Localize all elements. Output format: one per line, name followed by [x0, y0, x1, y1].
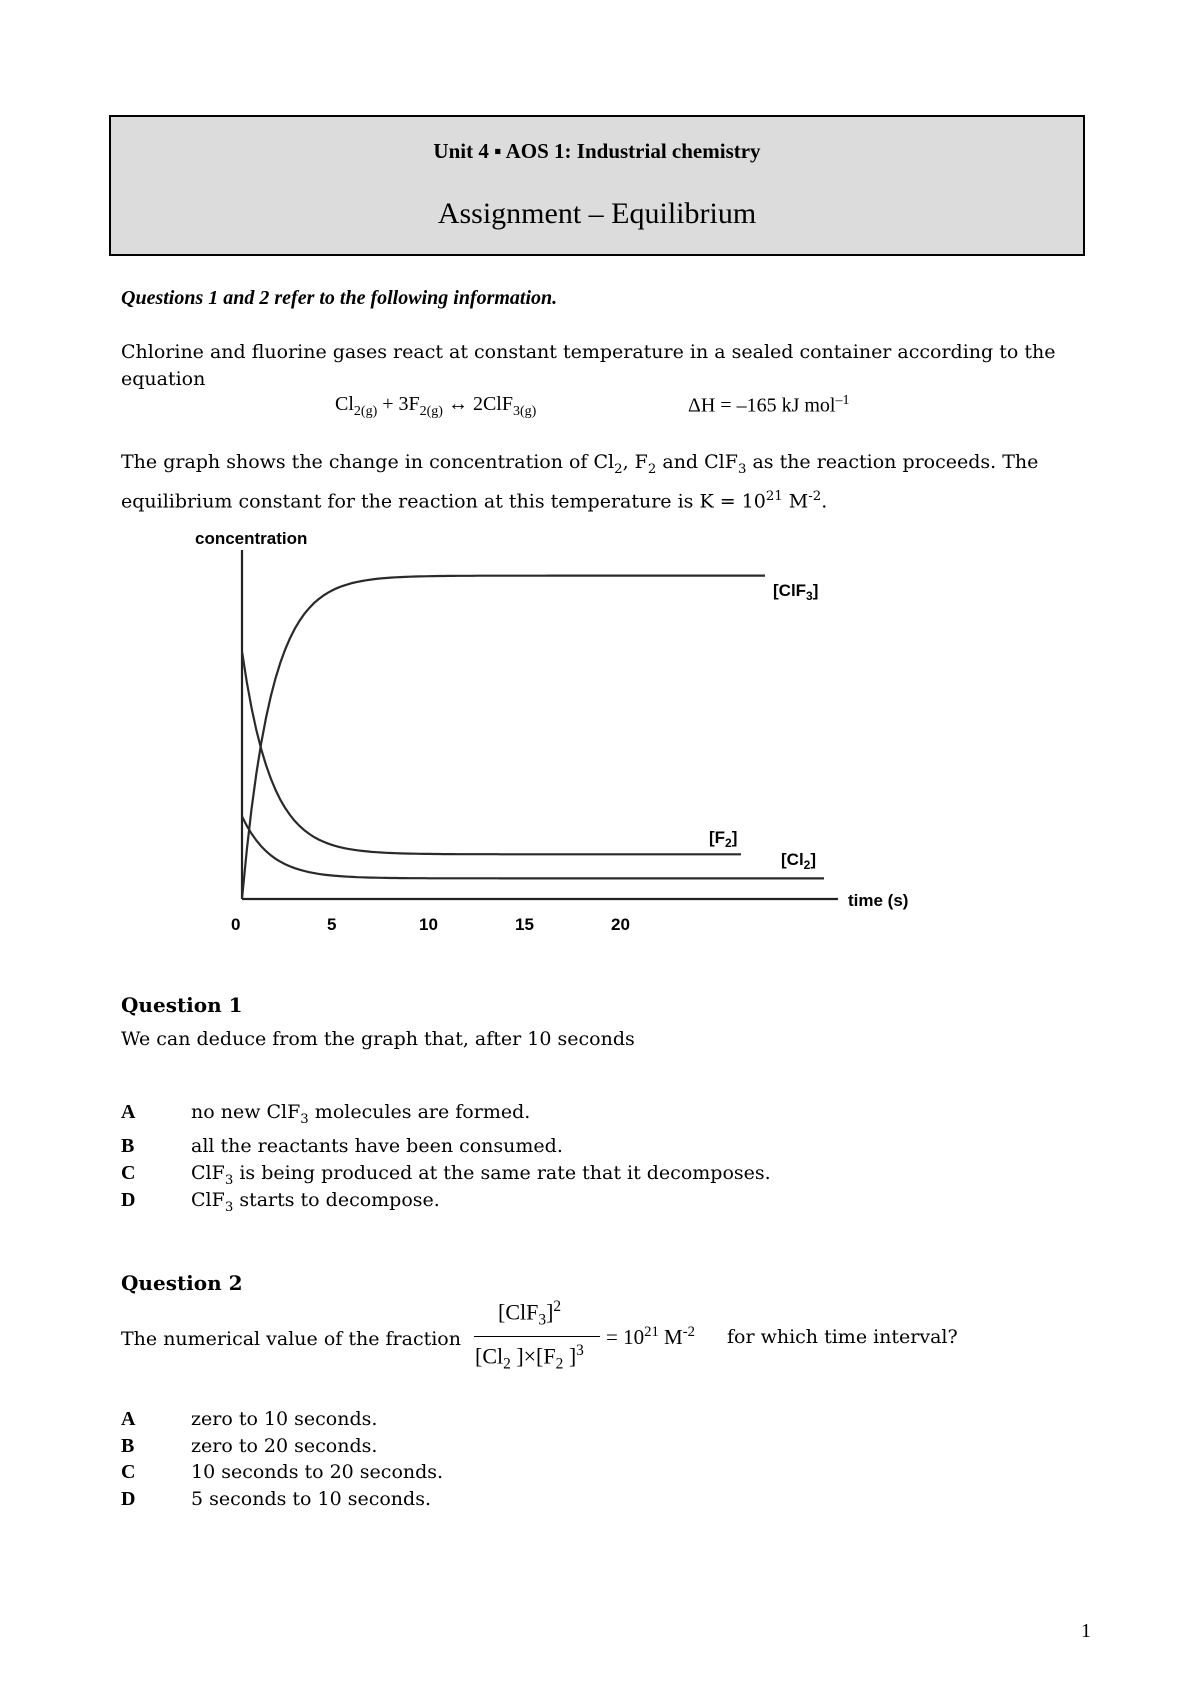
page-number: 1: [1081, 1620, 1091, 1642]
x-tick-label: 0: [231, 915, 241, 934]
question-2-option-a[interactable]: [121, 1408, 1021, 1431]
question-1-heading: Question 1: [121, 993, 243, 1017]
option-letter: B: [121, 1435, 135, 1457]
series-line-f2: [242, 651, 741, 854]
x-tick-label: 20: [611, 915, 630, 934]
option-letter: C: [121, 1162, 136, 1184]
option-text: zero to 10 seconds.: [191, 1408, 378, 1430]
question-1-option-a[interactable]: [121, 1101, 1021, 1127]
paragraph-2-line-2: equilibrium constant for the reaction at this temperature is $K = 10^{21}$ $M^{-2}$.: [121, 488, 828, 513]
y-axis-label: concentration: [195, 529, 308, 548]
series-label: $[F_2]$: [709, 828, 738, 850]
x-axis-label: time (s): [848, 891, 909, 910]
unit-line: Unit 4 ▪ AOS 1: Industrial chemistry: [433, 139, 761, 163]
option-letter: C: [121, 1461, 136, 1483]
option-letter: D: [121, 1488, 136, 1510]
chemical-equation: $Cl_{2(g)} + 3F_{2(g)}$ ↔ 2ClF$_{3(g)}$: [335, 393, 537, 419]
option-text: all the reactants have been consumed.: [191, 1135, 563, 1157]
series-label: [ClF$_3$]: [773, 581, 819, 603]
paragraph-1-line-2: equation: [121, 368, 206, 390]
option-letter: D: [121, 1189, 136, 1211]
paragraph-1-line-1: Chlorine and fluorine gases react at constant temperature in a sealed container according to the: [121, 341, 1056, 363]
fraction-equals: = $10^{21}$ $M^{-2}$: [606, 1324, 695, 1349]
x-tick-label: 10: [419, 915, 438, 934]
fraction-bar: [474, 1336, 600, 1337]
series-line-clf3: [242, 576, 765, 899]
question-1-option-c[interactable]: [121, 1162, 1021, 1188]
series-label: $[Cl_2]$: [781, 850, 817, 872]
x-tick-label: 15: [515, 915, 534, 934]
question-2-stem: The numerical value of the fraction: [121, 1328, 461, 1350]
option-text: ClF$_3$ starts to decompose.: [191, 1189, 440, 1215]
fraction-numerator: $[ClF_3]^2$: [498, 1298, 562, 1329]
question-2-stem-end: for which time interval?: [727, 1326, 958, 1348]
paragraph-2-line-1: The graph shows the change in concentration of $Cl_2$, $F_2$ and ClF$_3$ as the reaction proceeds. The: [121, 451, 1039, 477]
question-2-option-b[interactable]: [121, 1435, 1021, 1458]
option-text: ClF$_3$ is being produced at the same rate that it decomposes.: [191, 1162, 771, 1188]
enthalpy-change: ΔH = –165 kJ mol$^{-1}$: [688, 393, 850, 417]
fraction-denominator: [$Cl_2$ ]$\times[F_2$ ]$^3$: [475, 1342, 584, 1373]
intro-text: Questions 1 and 2 refer to the following information.: [121, 287, 558, 309]
option-letter: A: [121, 1408, 136, 1430]
option-text: 10 seconds to 20 seconds.: [191, 1461, 444, 1483]
question-2-option-c[interactable]: [121, 1461, 1021, 1484]
option-text: 5 seconds to 10 seconds.: [191, 1488, 431, 1510]
question-2-heading: Question 2: [121, 1271, 243, 1295]
question-1-option-b[interactable]: [121, 1135, 1021, 1161]
option-letter: A: [121, 1101, 136, 1123]
question-2-option-d[interactable]: [121, 1488, 1021, 1511]
option-text: no new ClF$_3$ molecules are formed.: [191, 1101, 531, 1127]
series-line-cl2: [242, 816, 824, 878]
option-text: zero to 20 seconds.: [191, 1435, 378, 1457]
question-1-option-d[interactable]: [121, 1189, 1021, 1215]
option-letter: B: [121, 1135, 135, 1157]
page-title: Assignment – Equilibrium: [437, 197, 757, 230]
x-tick-label: 5: [327, 915, 337, 934]
question-1-stem: We can deduce from the graph that, after 10 seconds: [121, 1028, 635, 1050]
